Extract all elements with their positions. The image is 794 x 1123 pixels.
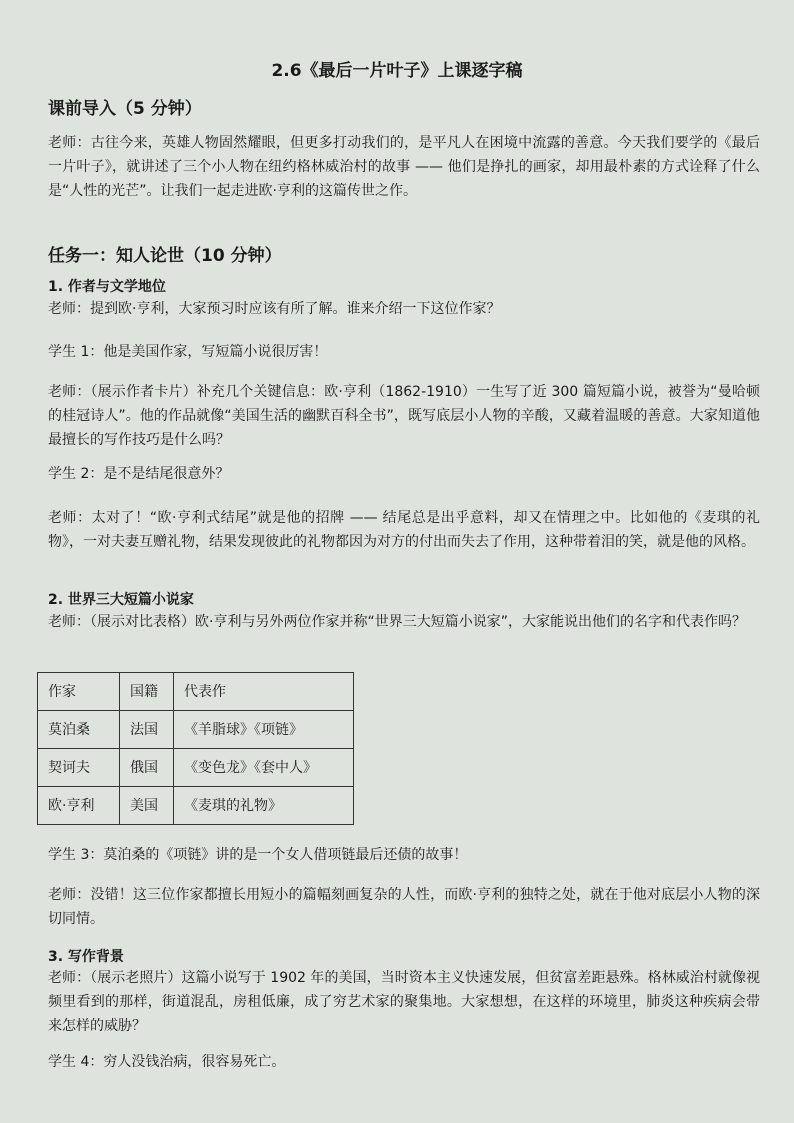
table-cell: 契诃夫 — [38, 749, 120, 787]
section-heading-intro: 课前导入（5 分钟） — [48, 99, 202, 119]
teacher-paragraph-1: 老师：提到欧·亨利，大家预习时应该有所了解。谁来介绍一下这位作家？ — [48, 301, 501, 317]
table-cell: 《麦琪的礼物》 — [174, 787, 354, 825]
subheading-background: 3. 写作背景 — [48, 949, 124, 965]
table-header-cell: 代表作 — [174, 673, 354, 711]
table-row — [38, 749, 354, 787]
table-row — [38, 711, 354, 749]
teacher-paragraph-5: 老师：没错！这三位作家都擅长用短小的篇幅刻画复杂的人性，而欧·亨利的独特之处，就在于他对底层小人物的深切同情。 — [48, 887, 760, 927]
subheading-author: 1. 作者与文学地位 — [48, 279, 166, 295]
teacher-paragraph-4: 老师：（展示对比表格）欧·亨利与另外两位作家并称“世界三大短篇小说家”，大家能说出他们的名字和代表作吗？ — [48, 614, 746, 630]
student-paragraph-3: 学生 3：莫泊桑的《项链》讲的是一个女人借项链最后还债的故事！ — [48, 847, 468, 863]
table-cell: 《羊脂球》《项链》 — [174, 711, 354, 749]
student-paragraph-4: 学生 4：穷人没钱治病，很容易死亡。 — [48, 1054, 286, 1070]
table-header-cell: 国籍 — [120, 673, 174, 711]
document-title: 2.6《最后一片叶子》上课逐字稿 — [271, 61, 523, 81]
teacher-paragraph-2: 老师：（展示作者卡片）补充几个关键信息：欧·亨利（1862-1910）一生写了近 300 篇短篇小说，被誉为“曼哈顿的桂冠诗人”。他的作品就像“美国生活的幽默百科全书”，既写底层小人物的辛酸，又藏着温暖的善意。大家知道他最擅长的写作技巧是什么吗？ — [48, 384, 760, 448]
table-header-cell: 作家 — [38, 673, 120, 711]
table-cell: 《变色龙》《套中人》 — [174, 749, 354, 787]
student-paragraph-1: 学生 1：他是美国作家，写短篇小说很厉害！ — [48, 344, 328, 360]
table-cell: 俄国 — [120, 749, 174, 787]
intro-paragraph: 老师：古往今来，英雄人物固然耀眼，但更多打动我们的，是平凡人在困境中流露的善意。今天我们要学的《最后一片叶子》，就讲述了三个小人物在纽约格林威治村的故事 —— 他们是挣扎的画家，却用最朴素的方式诠释了什么是“人性的光芒”。让我们一起走进欧·亨利的这篇传世之作。 — [48, 135, 760, 199]
student-paragraph-2: 学生 2：是不是结尾很意外？ — [48, 466, 230, 482]
teacher-paragraph-6: 老师：（展示老照片）这篇小说写于 1902 年的美国，当时资本主义快速发展，但贫富差距悬殊。格林威治村就像视频里看到的那样，街道混乱，房租低廉，成了穷艺术家的聚集地。大家想想，在这样的环境里，肺炎这种疾病会带来怎样的威胁？ — [48, 970, 760, 1034]
section-heading-task1: 任务一：知人论世（10 分钟） — [48, 246, 282, 266]
subheading-three-masters: 2. 世界三大短篇小说家 — [48, 592, 194, 608]
table-cell: 法国 — [120, 711, 174, 749]
teacher-paragraph-3: 老师：太对了！“欧·亨利式结尾”就是他的招牌 —— 结尾总是出乎意料，却又在情理之中。比如他的《麦琪的礼物》，一对夫妻互赠礼物，结果发现彼此的礼物都因为对方的付出而失去了作用，这种带着泪的笑，就是他的风格。 — [48, 510, 760, 550]
table-cell: 欧·亨利 — [38, 787, 120, 825]
table-row — [38, 787, 354, 825]
table-header-row — [38, 673, 354, 711]
table-cell: 美国 — [120, 787, 174, 825]
writers-table — [37, 672, 354, 825]
table-cell: 莫泊桑 — [38, 711, 120, 749]
